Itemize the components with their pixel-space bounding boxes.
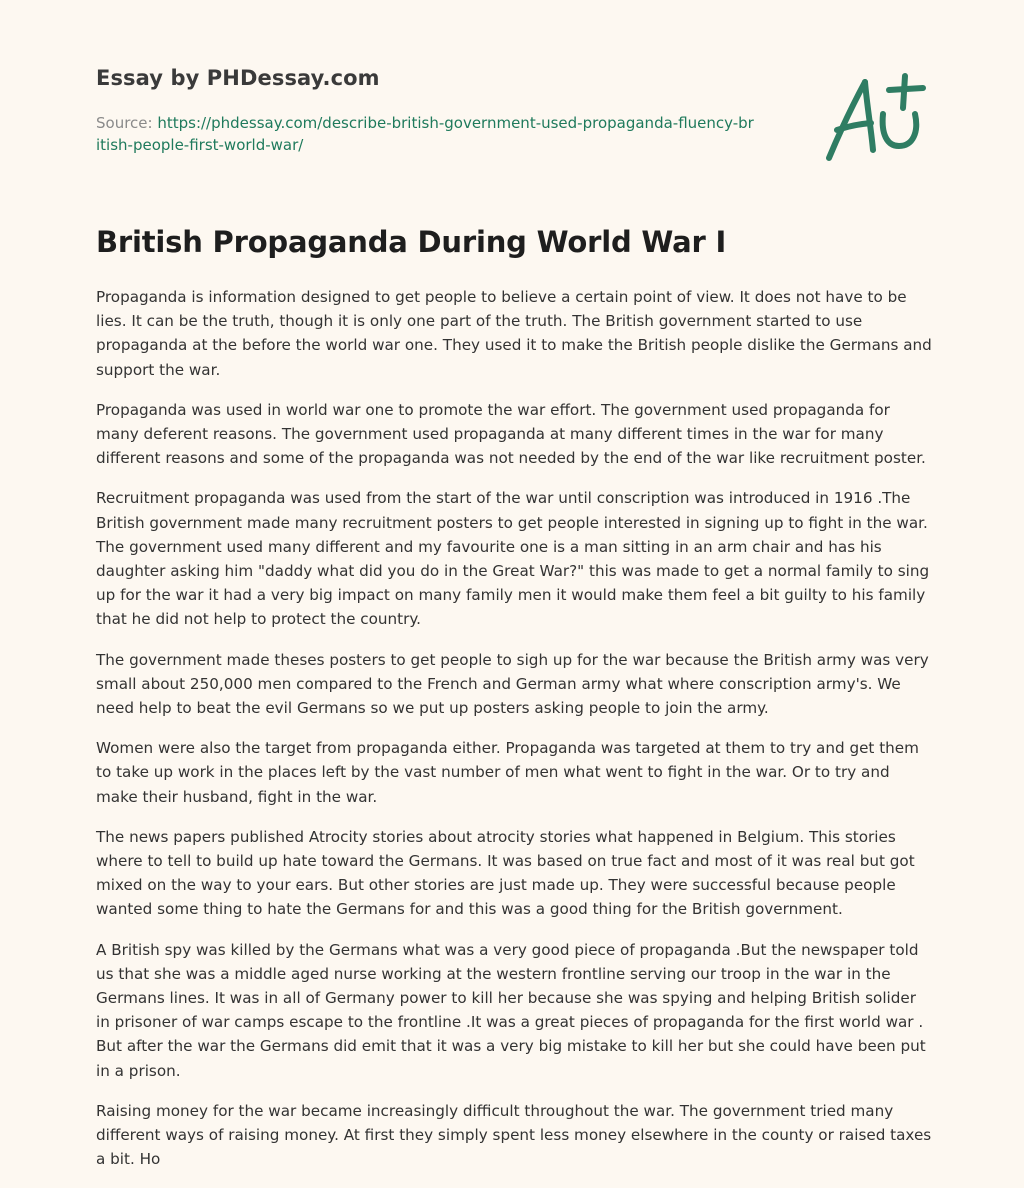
essay-paragraph: Women were also the target from propaganda either. Propaganda was targeted at them to try and get them to take up work in the places left by the vast number of men what went to fight in the war. Or to try and make their husband, fight in the war. xyxy=(96,739,919,806)
essay-paragraph: Raising money for the war became increasingly difficult throughout the war. The government tried many different ways of raising money. At first they simply spent less money elsewhere in the county or raised taxes a bit. Ho xyxy=(96,1101,932,1169)
essay-paragraph: Recruitment propaganda was used from the start of the war until conscription was introduced in 1916 .The British government made many recruitment posters to get people interested in signing up to fight in the war. The government used many different and my favourite one is a man sitting in an arm chair and has his daughter asking him "daddy what did you do in the Great War?" this was made to get a normal family to sing up for the war it had a very big impact on many family men it would make them feel a bit guilty to his family that he did not help to protect the country. xyxy=(96,489,930,629)
essay-body xyxy=(96,285,932,1188)
a-plus-grade-icon xyxy=(825,68,929,164)
essay-paragraph: The news papers published Atrocity stories about atrocity stories what happened in Belgium. This stories where to tell to build up hate toward the Germans. It was based on true fact and most of it was real but got mixed on the way to your ears. But other stories are just made up. They were successful because people wanted some thing to hate the Germans for and this was a good thing for the British government. xyxy=(96,827,915,919)
source-line xyxy=(96,112,756,156)
essay-title: British Propaganda During World War I xyxy=(96,225,727,259)
essay-paragraph: The government made theses posters to get people to sigh up for the war because the British army was very small about 250,000 men compared to the French and German army what where conscription army's. We need help to beat the evil Germans so we put up posters asking people to join the army. xyxy=(96,650,929,718)
essay-paragraph: A British spy was killed by the Germans what was a very good piece of propaganda .But the newspaper told us that she was a middle aged nurse working at the western frontline serving our troop in the war in the Germans lines. It was in all of Germany power to kill her because she was spying and helping British solider in prisoner of war camps escape to the frontline .It was a great pieces of propaganda for the first world war . But after the war the Germans did emit that it was a very big mistake to kill her but she could have been put in a prison. xyxy=(96,940,926,1080)
site-title: Essay by PHDessay.com xyxy=(96,66,380,90)
source-label: Source: xyxy=(96,114,158,132)
essay-paragraph: Propaganda is information designed to get people to believe a certain point of view. It does not have to be lies. It can be the truth, though it is only one part of the truth. The British government started to use propaganda at the before the world war one. They used it to make the British people dislike the Germans and support the war. xyxy=(96,288,932,379)
essay-paragraph: Propaganda was used in world war one to promote the war effort. The government used propaganda for many deferent reasons. The government used propaganda at many different times in the war for many different reasons and some of the propaganda was not needed by the end of the war like recruitment poster. xyxy=(96,400,926,468)
source-link[interactable]: https://phdessay.com/describe-british-government-used-propaganda-fluency-british-people-first-world-war/ xyxy=(96,114,754,154)
